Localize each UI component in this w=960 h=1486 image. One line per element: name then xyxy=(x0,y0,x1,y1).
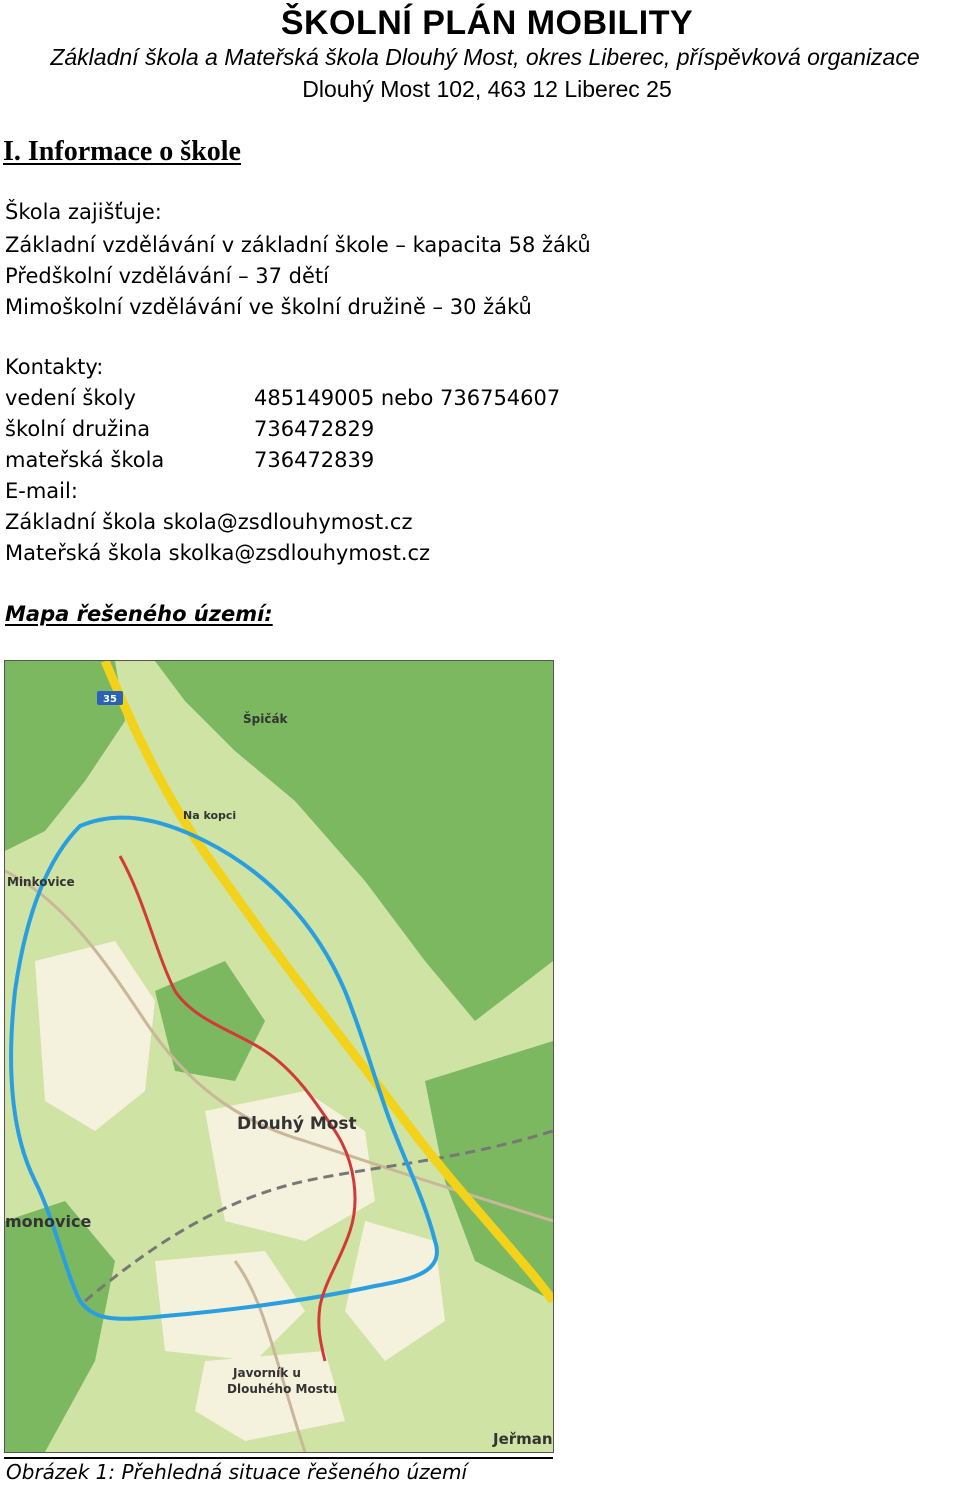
area-map-graphic xyxy=(5,661,553,1452)
school-address: Dlouhý Most 102, 463 12 Liberec 25 xyxy=(302,76,672,102)
map-caption: Obrázek 1: Přehledná situace řešeného území xyxy=(6,1460,468,1484)
email-line: Mateřská škola skolka@zsdlouhymost.cz xyxy=(5,541,431,565)
contact-phone: 485149005 nebo 736754607 xyxy=(254,386,561,410)
map-label-mnisek: monovice xyxy=(5,1212,92,1231)
map-label-na-kopci: Na kopci xyxy=(183,809,237,822)
email-line: Základní škola skola@zsdlouhymost.cz xyxy=(5,510,413,534)
map-label-javornik: Dlouhého Mostu xyxy=(227,1382,338,1396)
caption-divider xyxy=(4,1457,553,1459)
school-name: Základní škola a Mateřská škola Dlouhý Most, okres Liberec, příspěvková organizace xyxy=(50,44,920,70)
provision-item: Základní vzdělávání v základní škole – kapacita 58 žáků xyxy=(5,233,591,257)
contact-phone: 736472839 xyxy=(254,448,375,472)
map-label-minkovice: Minkovice xyxy=(7,875,75,889)
contact-label: vedení školy xyxy=(5,386,136,410)
provision-intro: Škola zajišťuje: xyxy=(5,200,162,224)
area-map xyxy=(4,660,554,1453)
map-label-road-number: 35 xyxy=(103,694,117,705)
provision-item: Předškolní vzdělávání – 37 dětí xyxy=(5,264,329,288)
contact-label: školní družina xyxy=(5,417,151,441)
map-label-spicak: Špičák xyxy=(243,712,288,726)
provision-item: Mimoškolní vzdělávání ve školní družině – 30 žáků xyxy=(5,295,532,319)
contact-label: mateřská škola xyxy=(5,448,165,472)
page-title: ŠKOLNÍ PLÁN MOBILITY xyxy=(280,4,694,42)
email-heading: E-mail: xyxy=(5,479,78,503)
section-heading: I. Informace o škole xyxy=(3,136,241,167)
map-label-jerman: Jeřman xyxy=(493,1430,553,1448)
contacts-heading: Kontakty: xyxy=(5,355,104,379)
map-heading: Mapa řešeného území: xyxy=(5,602,273,626)
map-label-dlouhy-most: Dlouhý Most xyxy=(237,1114,357,1134)
contact-phone: 736472829 xyxy=(254,417,375,441)
map-label-javornik: Javorník u xyxy=(233,1366,301,1380)
